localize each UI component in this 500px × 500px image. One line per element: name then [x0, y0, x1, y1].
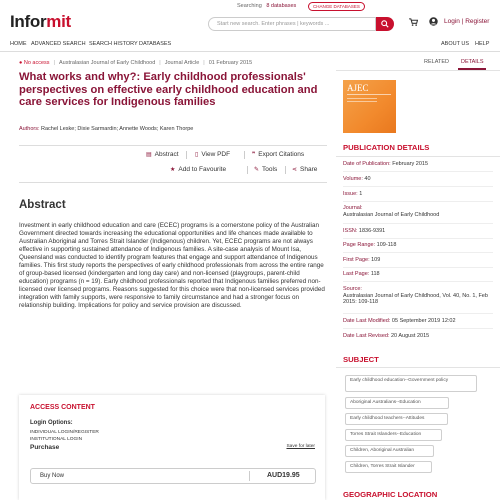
abstract-text: Investment in early childhood education and care (ECEC) programs is a cornerstone policy of the Australian Government directed towards increasing the educational opportunities and life chances made available to Australian Aboriginal and Torres Strait Islander (Indigenous) children. Yet, ECEC programs are not always effective in supporting sustained attendance of Indigenous families. A site-case analysis of Mount Isa, Queensland was conducted to identify program features that engage and support attendance of Indigenous families. This first study reports the perspectives of early childhood professionals from across the entire range of group-based licensed (kindergarten and long day care) and non-licensed (playgroups, parent-child education) programs (n = 19). Early childhood professionals reported that Indigenous families preferred non-licensed over licensed programs. Reasons suggested for this choice were that non-licensed services provided integration with family supports, were responsive to family circumstance and had a stronger focus on relationship building. Implications for policy and service provision are discussed. [19, 222, 325, 310]
divider [343, 252, 493, 253]
save-for-later-link[interactable]: Save for later [286, 444, 315, 449]
divider [343, 328, 493, 329]
cover-rule [347, 101, 377, 102]
article-meta: ● No access | Australasian Journal of Early Childhood | Journal Article | 01 February 2015 [19, 60, 253, 66]
volume [343, 176, 371, 182]
authors-label: Authors: [19, 126, 40, 132]
star-icon: ★ [170, 167, 176, 173]
add-to-favourite-label: Add to Favourite [178, 166, 227, 173]
pdf-icon: ▯ [195, 152, 199, 158]
source [343, 286, 493, 306]
quote-icon: ❞ [252, 152, 256, 158]
subject-chip[interactable]: Children, Aboriginal Australian [345, 445, 434, 457]
login-options-label: Login Options: [30, 420, 73, 426]
first-page [343, 257, 380, 263]
authors-list[interactable]: Rachel Leske; Dixie Sarmardin; Annette Woods; Karen Thorpe [41, 126, 194, 132]
subject-chip[interactable]: Early childhood education--Government policy [345, 375, 477, 392]
date-last-modified-value: 05 September 2019 12:02 [391, 318, 456, 324]
informit-logo[interactable] [10, 12, 71, 32]
divider [19, 145, 327, 146]
issue-value: 1 [359, 191, 363, 197]
abstract-heading: Abstract [19, 199, 66, 211]
page-range-label: Page Range: [343, 242, 376, 248]
date-last-modified [343, 318, 456, 324]
logo-text-2: mit [46, 12, 71, 31]
nav-databases[interactable]: DATABASES [139, 41, 172, 47]
abstract-label: Abstract [154, 151, 179, 158]
share-button[interactable] [292, 166, 317, 173]
page-range-value: 109-118 [376, 242, 397, 248]
no-access-badge: ● No access [19, 60, 50, 66]
divider [336, 367, 500, 368]
login-register-link[interactable]: Login | Register [444, 18, 490, 25]
divider [247, 166, 248, 174]
divider [336, 156, 500, 157]
buy-now-button[interactable] [30, 468, 316, 484]
date-last-modified-label: Date Last Modified: [343, 318, 391, 324]
journal-value[interactable]: Australasian Journal of Early Childhood [343, 211, 440, 218]
publication-details-heading: PUBLICATION DETAILS [343, 143, 430, 152]
document-icon: ▤ [146, 152, 152, 158]
divider [343, 186, 493, 187]
subject-chip[interactable]: Torres Strait Islanders--Education [345, 429, 442, 441]
cart-icon[interactable] [409, 18, 418, 26]
nav-help[interactable]: HELP [475, 41, 490, 47]
last-page-value: 118 [370, 271, 380, 277]
abstract-button[interactable] [146, 151, 179, 158]
volume-label: Volume: [343, 176, 363, 182]
tab-details[interactable]: DETAILS [461, 59, 484, 65]
date-last-revised-value: 20 August 2015 [391, 333, 430, 339]
main-nav [0, 38, 500, 52]
divider [343, 223, 493, 224]
article-type: Journal Article [164, 60, 200, 66]
change-databases-button[interactable]: CHANGE DATABASES [308, 2, 365, 11]
volume-value: 40 [364, 176, 371, 182]
access-status: No access [23, 60, 50, 66]
searching-label: Searching [237, 3, 262, 9]
journal-label: Journal: [343, 205, 363, 211]
logo-text-1: Infor [10, 12, 47, 31]
share-label: Share [300, 166, 318, 173]
issue-label: Issue: [343, 191, 358, 197]
date-of-publication-value: February 2015 [392, 161, 429, 167]
first-page-value: 109 [371, 257, 381, 263]
divider [249, 471, 250, 481]
divider [336, 70, 500, 71]
source-value: Australasian Journal of Early Childhood, Vol. 40, No. 1, Feb 2015: 109-118 [343, 292, 488, 306]
article-date: 01 February 2015 [208, 60, 253, 66]
wrench-icon: ✎ [254, 167, 260, 173]
search-input[interactable]: Start new search. Enter phrases | keywords ... [208, 17, 376, 31]
purchase-label: Purchase [30, 444, 60, 451]
nav-search-history[interactable]: SEARCH HISTORY [89, 41, 138, 47]
cover-title: AJEC [347, 83, 369, 93]
subject-chip[interactable]: Early childhood teachers--Attitudes [345, 413, 448, 425]
tab-related[interactable]: RELATED [424, 59, 449, 65]
page-range [343, 242, 396, 248]
subject-heading: SUBJECT [343, 355, 379, 364]
divider [343, 201, 493, 202]
article-actions-row-1 [137, 151, 327, 161]
institutional-login-link[interactable]: INSTITUTIONAL LOGIN [30, 437, 83, 442]
nav-about-us[interactable]: ABOUT US [441, 41, 470, 47]
source-label: Source: [343, 286, 362, 292]
issn-value: 1836-9391 [358, 228, 386, 234]
sidebar-tabs [336, 56, 500, 70]
date-of-publication [343, 161, 428, 167]
divider [343, 171, 493, 172]
databases-count[interactable]: 8 databases [266, 3, 297, 9]
date-last-revised-label: Date Last Revised: [343, 333, 390, 339]
journal [343, 205, 493, 218]
top-header [0, 0, 500, 38]
first-page-label: First Page: [343, 257, 370, 263]
tools-label: Tools [262, 166, 278, 173]
nav-home[interactable]: HOME [10, 41, 27, 47]
subject-chip[interactable]: Children, Torres Strait Islander [345, 461, 432, 473]
export-citations-label: Export Citations [258, 151, 305, 158]
nav-advanced-search[interactable]: ADVANCED SEARCH [31, 41, 86, 47]
cover-rule [347, 98, 377, 99]
geographic-location-heading: GEOGRAPHIC LOCATION [343, 490, 438, 499]
issn-label: ISSN: [343, 228, 358, 234]
journal-cover-image [343, 80, 396, 133]
tools-button[interactable] [254, 166, 277, 173]
article-actions-row-2 [137, 166, 327, 176]
price: AUD19.95 [267, 472, 300, 479]
view-pdf-label: View PDF [201, 151, 231, 158]
divider [343, 238, 493, 239]
add-to-favourite-button[interactable] [170, 166, 226, 173]
date-of-publication-label: Date of Publication: [343, 161, 391, 167]
access-content-panel [19, 395, 325, 500]
user-icon[interactable] [429, 17, 438, 26]
divider [19, 182, 327, 183]
journal-name: Australasian Journal of Early Childhood [58, 60, 156, 66]
search-icon [381, 20, 389, 28]
search-button[interactable] [376, 17, 394, 31]
last-page-label: Last Page: [343, 271, 370, 277]
date-last-revised [343, 333, 429, 339]
article-title: What works and why?: Early childhood professionals' perspectives on effective early childhood education and care services for Indigenous families [19, 71, 318, 108]
issue [343, 191, 362, 197]
individual-login-link[interactable]: INDIVIDUAL LOGIN/REGISTER [30, 430, 99, 435]
view-pdf-button[interactable] [195, 151, 230, 158]
access-content-heading: ACCESS CONTENT [30, 404, 95, 411]
last-page [343, 271, 380, 277]
export-citations-button[interactable] [252, 151, 304, 158]
divider [343, 313, 493, 314]
divider [186, 151, 187, 159]
cover-rule [347, 94, 391, 95]
divider [285, 166, 286, 174]
buy-now-label: Buy Now [40, 473, 65, 479]
divider [343, 281, 493, 282]
issn [343, 228, 385, 234]
divider [343, 267, 493, 268]
authors [19, 126, 193, 132]
share-icon: ⋖ [292, 167, 298, 173]
searching-indicator [237, 3, 296, 9]
divider [244, 151, 245, 159]
subject-chip[interactable]: Aboriginal Australians--Education [345, 397, 449, 409]
